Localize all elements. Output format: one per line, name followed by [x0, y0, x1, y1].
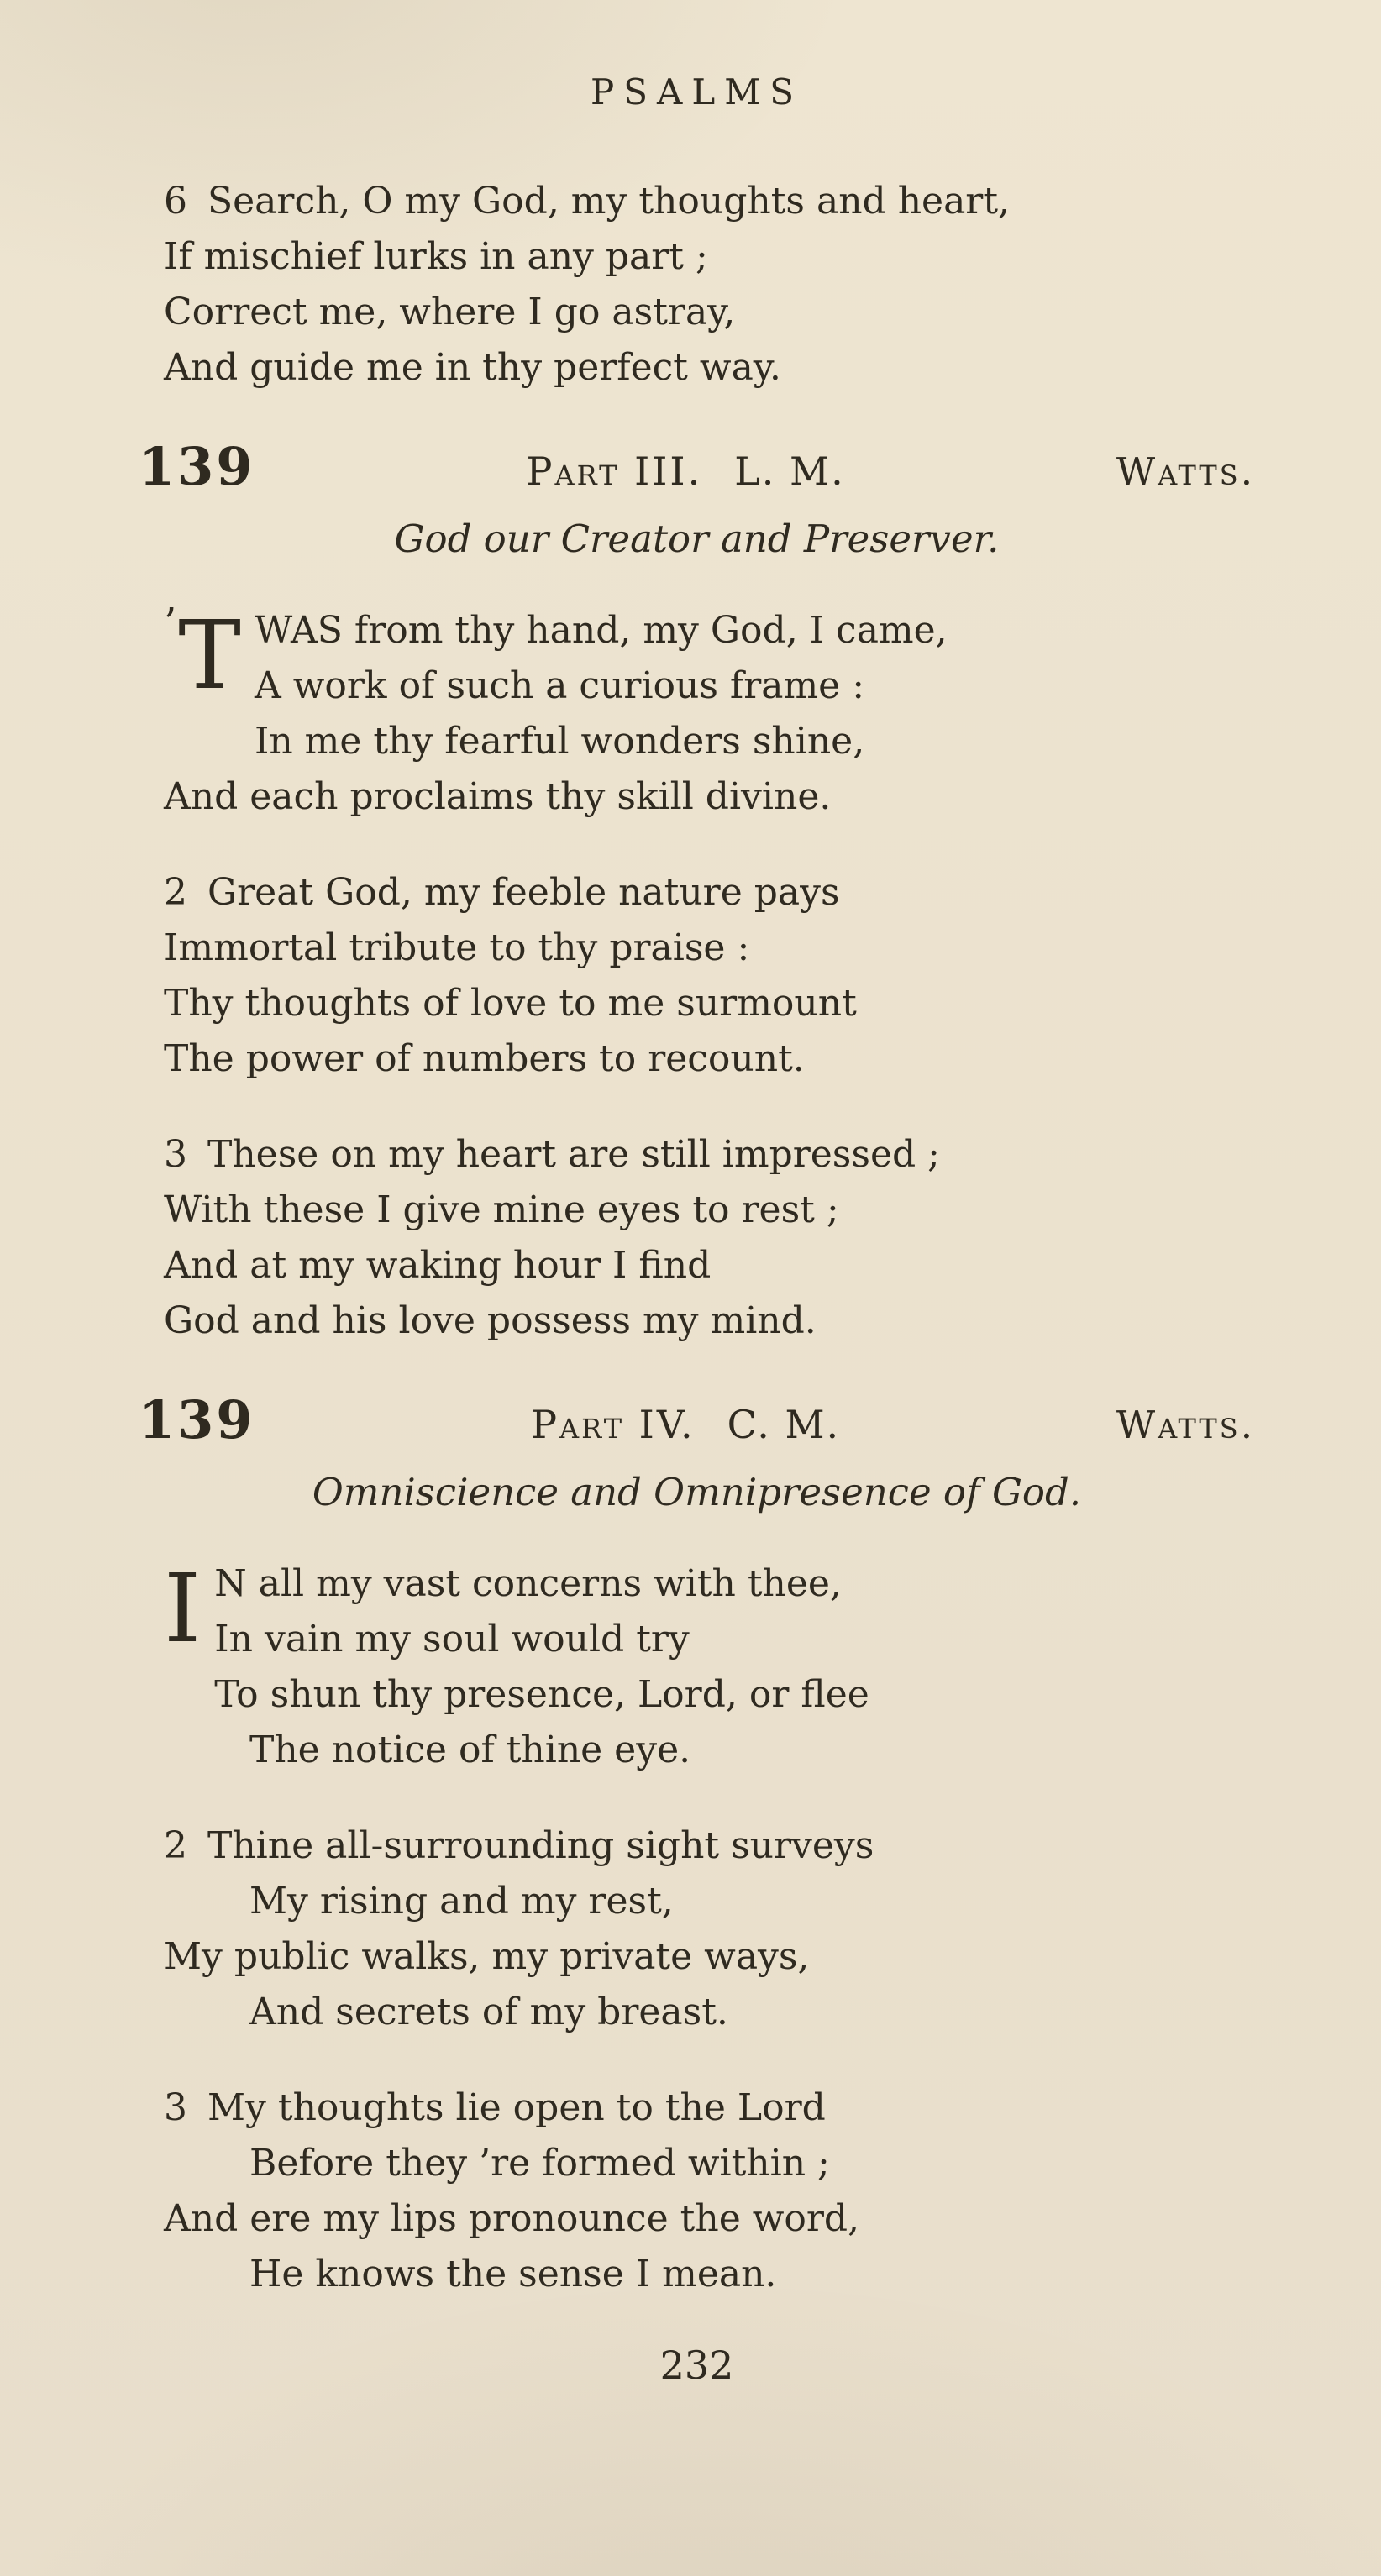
verse-line [164, 921, 1255, 976]
verse-line [164, 1667, 1255, 1723]
verse-line-text: He knows the sense I mean. [249, 2253, 777, 2295]
verse-number: 3 [164, 1133, 187, 1176]
hymn-meter: L. M. [734, 449, 845, 494]
verse-line-text: And ere my lips pronounce the word, [164, 2197, 860, 2240]
verse-line-text: And each proclaims thy skill divine. [164, 775, 832, 818]
verse-line [164, 976, 1255, 1031]
verse-line [164, 2247, 1255, 2302]
hymn-part: Part III. [526, 449, 703, 494]
verse-line-text: In me thy fearful wonders shine, [254, 720, 865, 763]
verse-line [164, 1818, 1255, 1874]
stanza [164, 600, 1255, 825]
stanza [164, 1818, 1255, 2040]
verse-line [164, 2136, 1255, 2191]
verse-number: 2 [164, 871, 187, 914]
hymn-section [139, 436, 1255, 1349]
verse-line [164, 769, 1255, 825]
verse-line-text: My thoughts lie open to the Lord [207, 2086, 826, 2129]
verse-line [164, 1238, 1255, 1293]
verse-line-text: And at my waking hour I find [164, 1244, 712, 1287]
page-number: 232 [659, 2343, 734, 2388]
verse-line-text: Thy thoughts of love to me surmount [164, 982, 857, 1025]
hymn-part: Part IV. [531, 1402, 696, 1447]
verse-line-text: My rising and my rest, [249, 1880, 674, 1923]
hymn-header [139, 1389, 1255, 1451]
verse-line [164, 1874, 1255, 1929]
verse-line-text: In vain my soul would try [214, 1618, 690, 1660]
verse-line [164, 174, 1255, 229]
hymn-title: Omniscience and Omnipresence of God. [312, 1470, 1082, 1514]
verse-line-text: WAS from thy hand, my God, I came, [254, 609, 948, 652]
verse-line-text: These on my heart are still impressed ; [207, 1133, 940, 1176]
verse-number: 6 [164, 180, 187, 223]
drop-cap-letter: I [164, 1555, 202, 1664]
verse-line [164, 285, 1255, 340]
verse-line-text: The power of numbers to recount. [164, 1037, 805, 1080]
verse-line [164, 600, 1255, 658]
stanza [164, 1127, 1255, 1349]
verse-line-text: Thine all-surrounding sight surveys [207, 1824, 874, 1867]
hymn-author: Watts. [1116, 1403, 1255, 1447]
verse-number: 3 [164, 2086, 187, 2129]
verse-line [164, 229, 1255, 285]
verse-line-text: God and his love possess my mind. [164, 1299, 817, 1342]
hymn-title: God our Creator and Preserver. [394, 517, 1000, 561]
verse-line-text: Great God, my feeble nature pays [207, 871, 840, 914]
verse-line [164, 1183, 1255, 1238]
verse-line [164, 1612, 1255, 1667]
hymn-header [139, 436, 1255, 497]
hymn-number: 139 [139, 1389, 255, 1451]
verse-line-text: If mischief lurks in any part ; [164, 235, 708, 278]
running-head: PSALMS [590, 71, 804, 113]
verse-line [164, 1723, 1255, 1778]
verse-line-text: To shun thy presence, Lord, or flee [214, 1673, 869, 1716]
verse-line [164, 1929, 1255, 1985]
hymn-number: 139 [139, 436, 255, 497]
hymn-author: Watts. [1116, 449, 1255, 494]
verse-line [164, 2191, 1255, 2247]
verse-line-text: My public walks, my private ways, [164, 1935, 810, 1978]
hymn-center [255, 449, 1116, 494]
drop-cap-letter: T [178, 601, 241, 711]
verse-line [164, 1985, 1255, 2040]
stanza [164, 2080, 1255, 2302]
hymn-center [255, 1402, 1116, 1447]
verse-line-text: The notice of thine eye. [249, 1729, 691, 1771]
verse-line [164, 1556, 1255, 1612]
verse-number: 2 [164, 1824, 187, 1867]
verse-line-text: Search, O my God, my thoughts and heart, [207, 180, 1011, 223]
verse-line [164, 1293, 1255, 1349]
apostrophe-mark: ’ [164, 600, 177, 647]
verse-line-text: With these I give mine eyes to rest ; [164, 1188, 839, 1231]
hymn-meter: C. M. [727, 1402, 841, 1447]
verse-line [164, 2080, 1255, 2136]
verse-line-text: And guide me in thy perfect way. [164, 346, 781, 389]
hymn-section [139, 1389, 1255, 2302]
stanza [164, 174, 1255, 396]
verse-line-text: A work of such a curious frame : [254, 664, 865, 707]
verse-line [164, 658, 1255, 714]
drop-cap [164, 1555, 202, 1671]
verse-line [164, 714, 1255, 769]
verse-line-text: Before they ’re formed within ; [249, 2142, 830, 2185]
stanza [164, 1556, 1255, 1778]
verse-line [164, 340, 1255, 396]
verse-line-text: And secrets of my breast. [249, 1991, 728, 2033]
verse-line [164, 1127, 1255, 1183]
verse-line-text: Immortal tribute to thy praise : [164, 926, 750, 969]
verse-line-text: N all my vast concerns with thee, [214, 1562, 842, 1605]
verse-line [164, 865, 1255, 921]
drop-cap [164, 600, 241, 717]
stanza [164, 865, 1255, 1087]
verse-line [164, 1031, 1255, 1087]
verse-line-text: Correct me, where I go astray, [164, 291, 736, 333]
